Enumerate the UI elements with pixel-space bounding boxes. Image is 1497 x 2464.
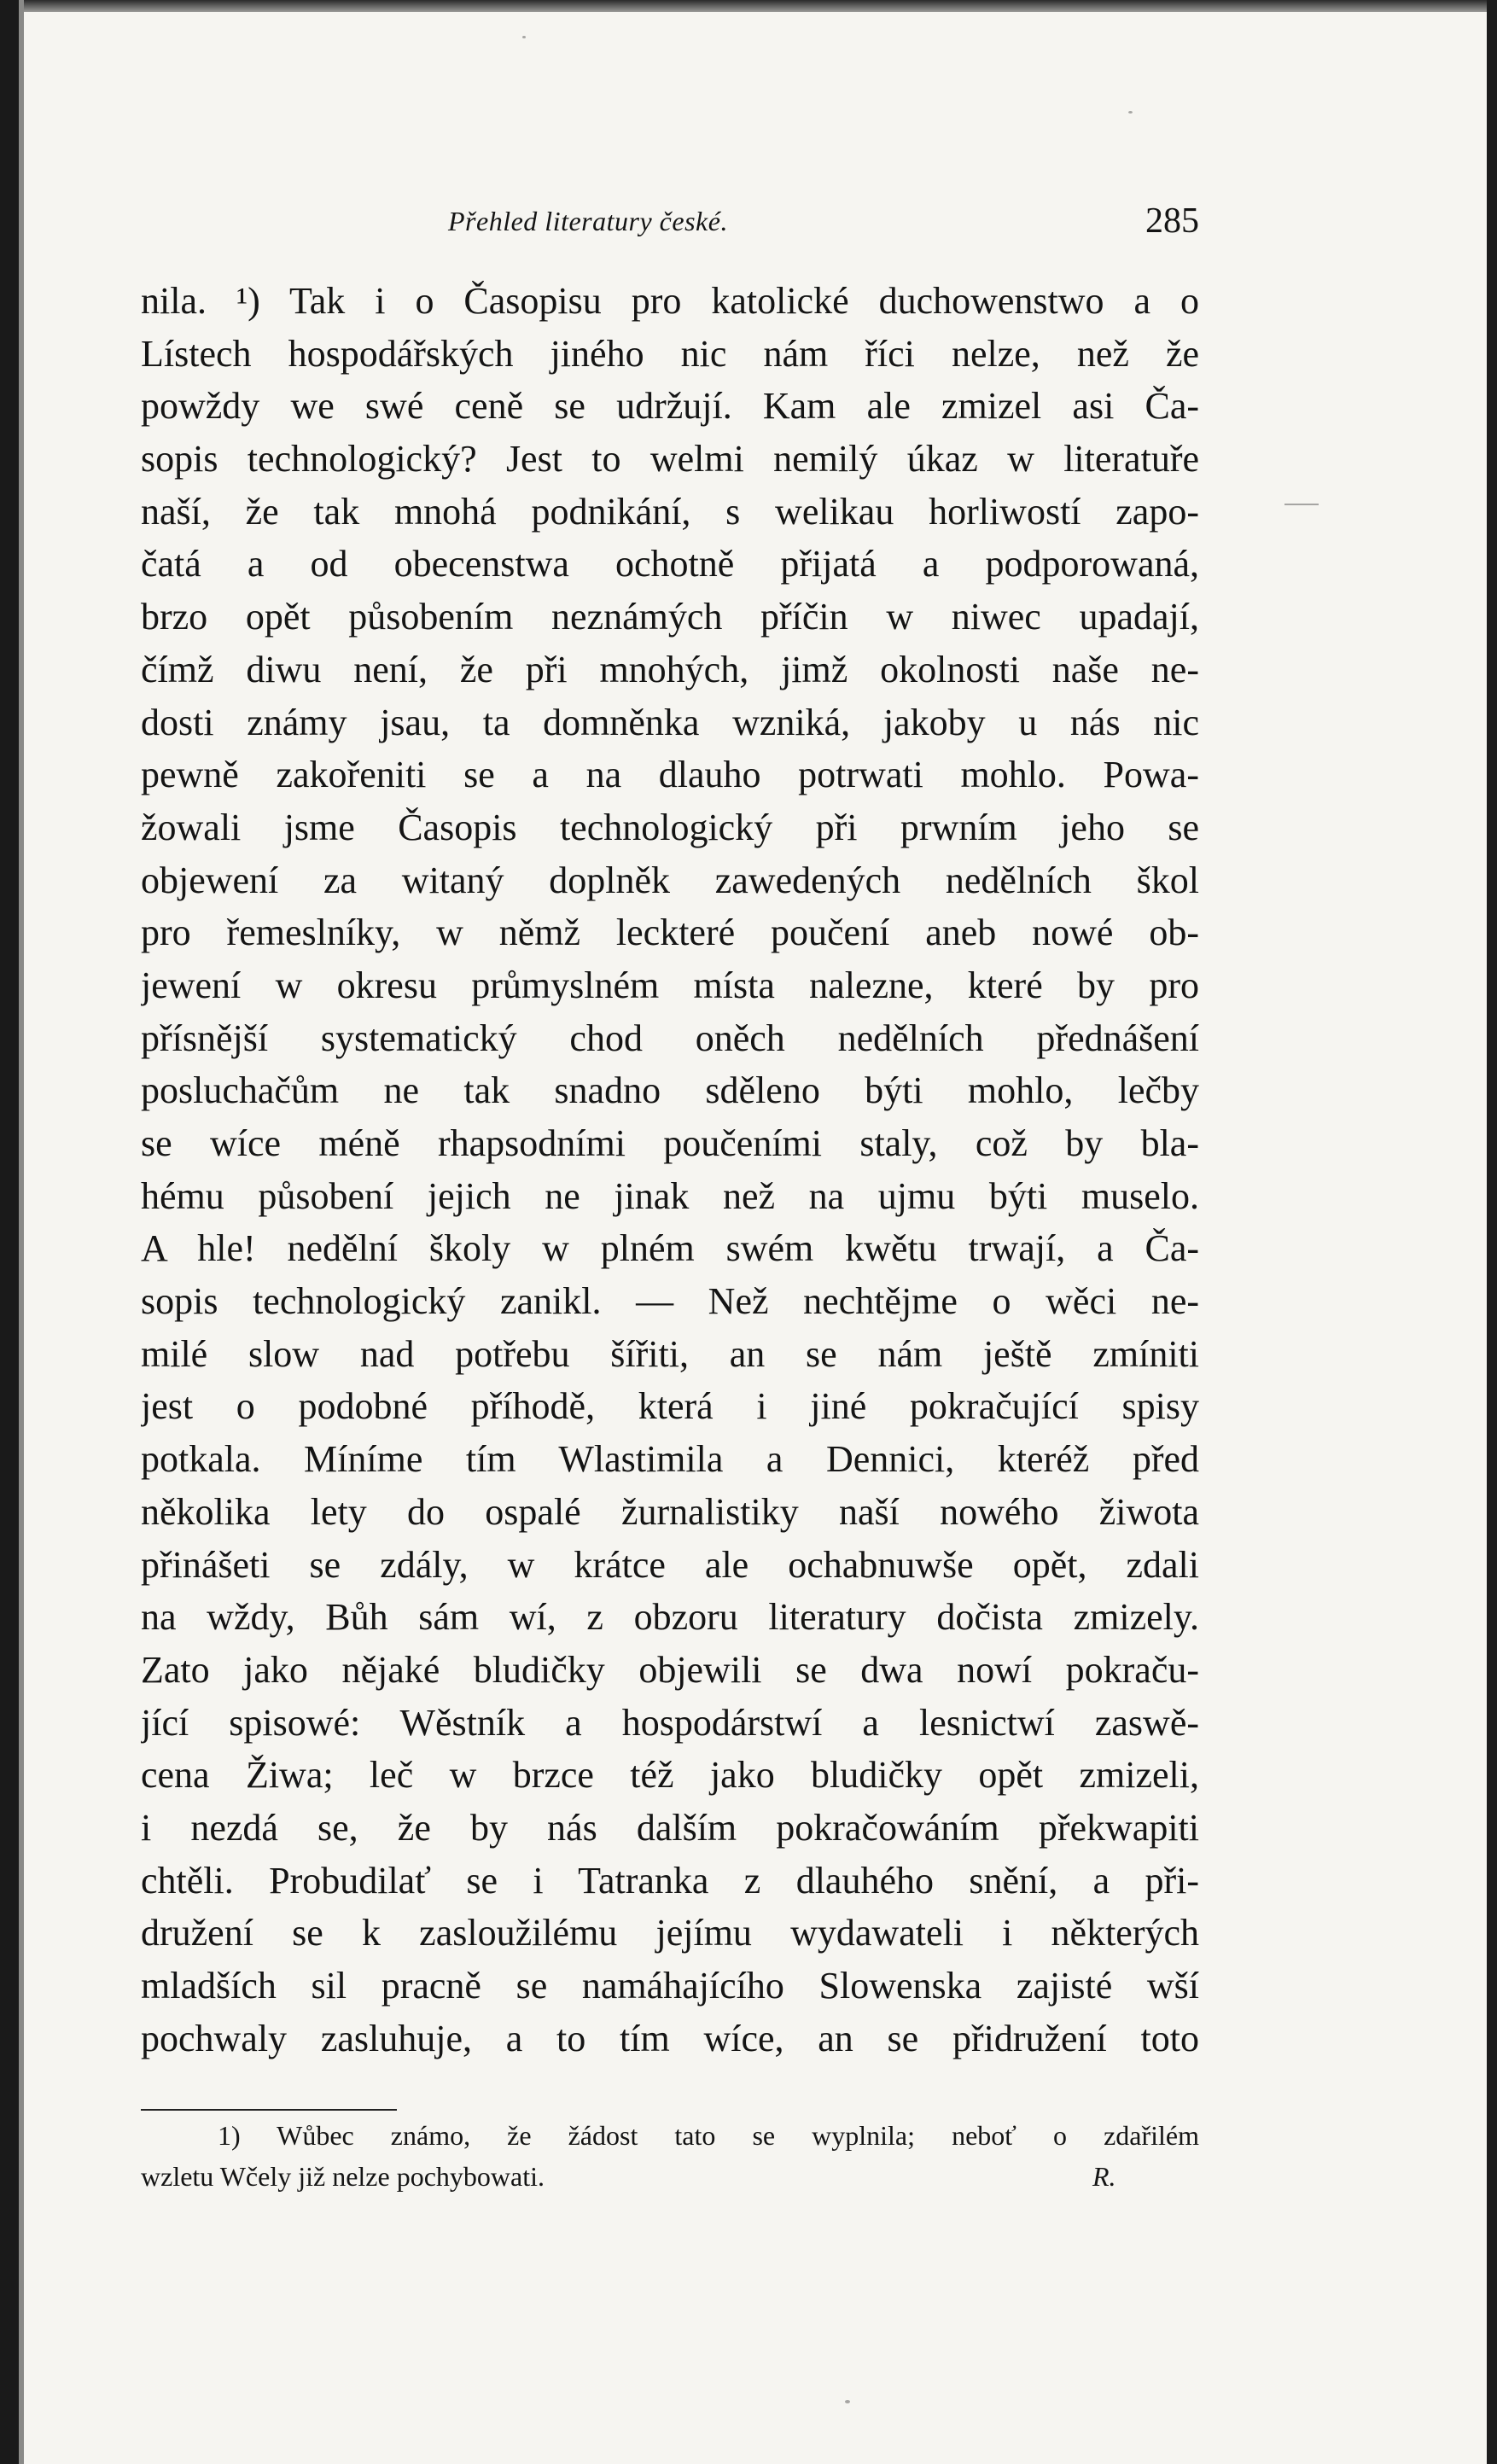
text-line: Lístech hospodářských jiného nic nám říci nelze, než že — [141, 332, 1199, 375]
header-title: Přehled literatury české. — [448, 206, 728, 236]
text-line: přísnější systematický chod oněch nedělních přednášení — [141, 1016, 1199, 1059]
scan-speck — [845, 2400, 850, 2403]
page-number: 285 — [1145, 201, 1199, 241]
footnote-rule — [141, 2109, 397, 2111]
text-line: posluchačům ne tak snadno sděleno býti mohlo, lečby — [141, 1069, 1199, 1112]
text-line: milé slow nad potřebu šířiti, an se nám ještě zmíniti — [141, 1332, 1199, 1375]
footnote-line-end — [141, 2156, 1199, 2197]
text-line: mladších sil pracně se namáhajícího Slowenska zajisté wší — [141, 1965, 1199, 2007]
footnote-line: 1) Wůbec známo, že žádost tato se wyplnila; neboť o zdařilém — [218, 2120, 1199, 2151]
text-line: brzo opět působením neznámých příčin w niwec upadají, — [141, 596, 1199, 638]
footnote-signature: R. — [1092, 2161, 1116, 2192]
body-text — [141, 275, 1199, 2065]
text-line: žowali jsme Časopis technologický při prwním jeho se — [141, 806, 1199, 848]
text-line: hému působení jejich ne jinak než na ujmu býti muselo. — [141, 1174, 1199, 1217]
text-line: A hle! nedělní školy w plném swém kwětu trwají, a Ča- — [141, 1227, 1199, 1270]
scan-speck — [1284, 504, 1319, 505]
text-line: čímž diwu není, že při mnohých, jimž okolnosti naše ne- — [141, 648, 1199, 690]
text-line: pochwaly zasluhuje, a to tím wíce, an se přidružení toto — [141, 2017, 1199, 2059]
scan-speck — [522, 36, 526, 38]
text-line: powždy we swé ceně se udržují. Kam ale zmizel asi Ča- — [141, 385, 1199, 428]
text-line: potkala. Míníme tím Wlastimila a Dennici, kteréž před — [141, 1438, 1199, 1481]
text-line: i nezdá se, že by nás dalším pokračowáním překwapiti — [141, 1806, 1199, 1849]
text-line: Zato jako nějaké bludičky objewili se dwa nowí pokraču- — [141, 1648, 1199, 1691]
scan-speck — [1128, 111, 1133, 114]
text-line: přinášeti se zdály, w krátce ale ochabnuwše opět, zdali — [141, 1543, 1199, 1586]
text-line: na wždy, Bůh sám wí, z obzoru literatury dočista zmizely. — [141, 1596, 1199, 1639]
text-line: chtěli. Probudilať se i Tatranka z dlauhého snění, a při- — [141, 1859, 1199, 1902]
text-line: pewně zakořeniti se a na dlauho potrwati mohlo. Powa- — [141, 754, 1199, 796]
text-line: se wíce méně rhapsodními poučeními staly, což by bla- — [141, 1122, 1199, 1164]
text-line: objewení za witaný doplněk zawedených nedělních škol — [141, 859, 1199, 901]
text-line: naší, že tak mnohá podnikání, s welikau horliwostí zapo- — [141, 490, 1199, 533]
text-line: nila. ¹) Tak i o Časopisu pro katolické duchowenstwo a o — [141, 280, 1199, 322]
text-line: jewení w okresu průmyslném místa nalezne, které by pro — [141, 964, 1199, 1006]
text-line: družení se k zasloužilému jejímu wydawateli i některých — [141, 1912, 1199, 1954]
text-line: sopis technologický zanikl. — Než nechtějme o wěci ne- — [141, 1280, 1199, 1323]
text-line: dosti známy jsau, ta domněnka wzniká, jakoby u nás nic — [141, 701, 1199, 743]
text-line: sopis technologický? Jest to welmi nemilý úkaz w literatuře — [141, 438, 1199, 481]
footnote — [141, 2115, 1199, 2197]
footnote-text: wzletu Wčely již nelze pochybowati. — [141, 2161, 545, 2192]
running-header — [141, 201, 1199, 252]
scan-edge-top — [0, 0, 1497, 12]
text-line: několika lety do ospalé žurnalistiky naší nowého žiwota — [141, 1490, 1199, 1533]
text-line: cena Žiwa; leč w brzce též jako bludičky opět zmizeli, — [141, 1754, 1199, 1797]
scan-edge-left — [0, 0, 19, 2464]
text-line: pro řemeslníky, w němž leckteré poučení aneb nowé ob- — [141, 912, 1199, 954]
text-line: jest o podobné příhodě, která i jiné pokračující spisy — [141, 1385, 1199, 1428]
text-line: čatá a od obecenstwa ochotně přijatá a podporowaná, — [141, 543, 1199, 585]
scan-edge-right — [1487, 0, 1497, 2464]
text-line: jící spisowé: Wěstník a hospodárstwí a lesnictwí zaswě- — [141, 1701, 1199, 1744]
